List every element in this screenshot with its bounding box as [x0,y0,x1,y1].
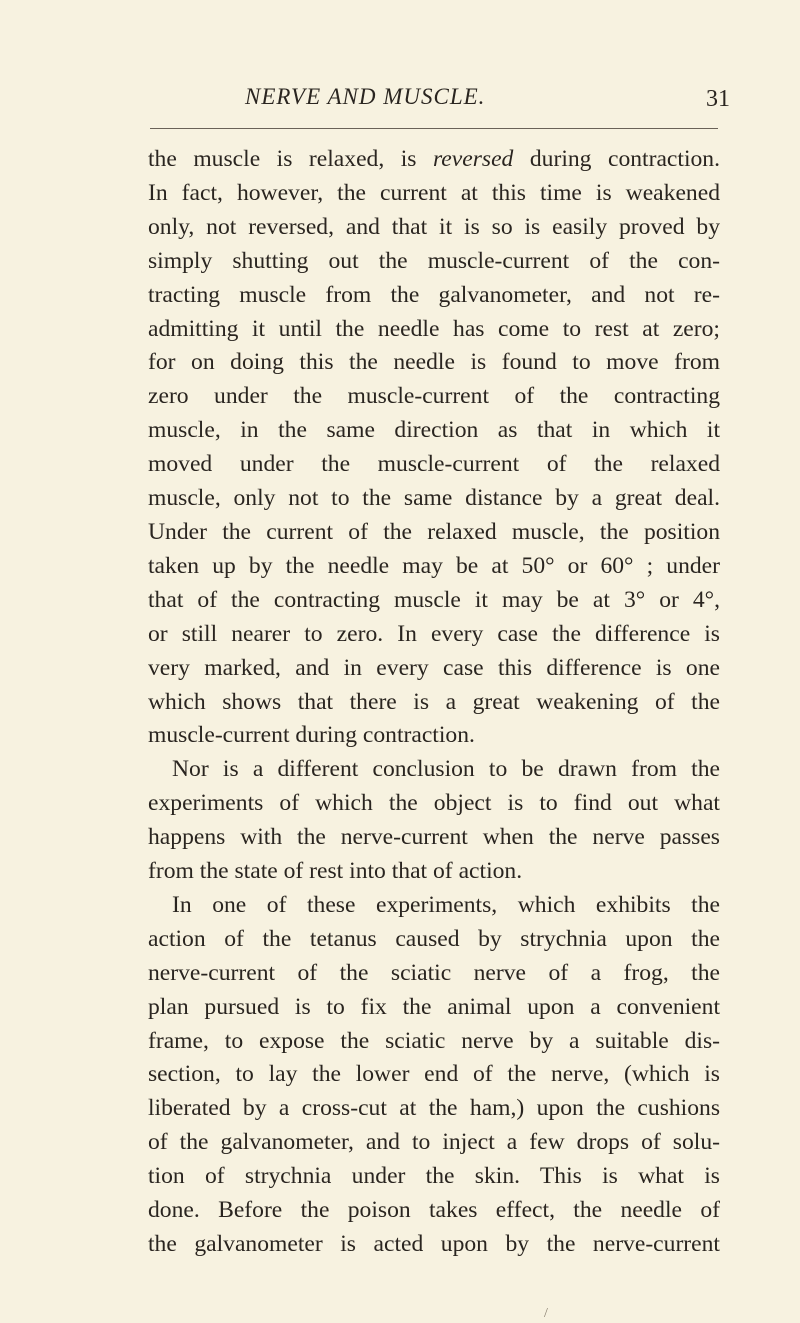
text-line: zero under the muscle-current of the contracting [148,383,720,410]
text-line: that of the contracting muscle it may be at 3° or 4°, [148,586,720,613]
text-line: happens with the nerve-current when the nerve passes [148,824,720,851]
text-line: the galvanometer is acted upon by the nerve-current [148,1231,720,1257]
text-line: from the state of rest into that of action. [148,858,523,885]
text-line: In fact, however, the current at this time is weakened [148,179,720,206]
running-head-title: NERVE AND MUSCLE. [245,84,486,109]
text-line: admitting it until the needle has come to rest at zero; [148,315,720,342]
text-line: only, not reversed, and that it is so is easily proved by [148,213,720,240]
stray-mark: / [544,1306,548,1321]
page-number: 31 [706,86,730,112]
text-line: plan pursued is to fix the animal upon a convenient [148,993,720,1020]
text-line: tracting muscle from the galvanometer, and not re- [148,281,720,308]
text-line: section, to lay the lower end of the nerve, (which is [148,1061,720,1088]
text-line: very marked, and in every case this difference is one [148,654,720,681]
text-line: which shows that there is a great weakening of the [148,688,720,715]
running-head [150,78,730,118]
text-line: of the galvanometer, and to inject a few drops of solu- [148,1129,720,1156]
text-line: muscle-current during contraction. [148,722,475,749]
emphasis-reversed: reversed [433,146,514,172]
text-line: simply shutting out the muscle-current of the con- [148,247,720,274]
text-line: muscle, in the same direction as that in which it [148,417,720,444]
text-line: Nor is a different conclusion to be drawn from the [172,756,720,783]
text-line: done. Before the poison takes effect, the needle of [148,1197,720,1224]
text-line: frame, to expose the sciatic nerve by a suitable dis- [148,1027,720,1054]
text-line: muscle, only not to the same distance by a great deal. [148,485,720,512]
text-line: the muscle is relaxed, is reversed during contraction. [148,146,720,172]
text-line: nerve-current of the sciatic nerve of a frog, the [148,959,720,986]
text-line: experiments of which the object is to find out what [148,790,720,817]
text-line: taken up by the needle may be at 50° or 60° ; under [148,552,720,579]
text-line: action of the tetanus caused by strychnia upon the [148,925,720,952]
text-line: for on doing this the needle is found to move from [148,349,720,376]
text-line: In one of these experiments, which exhibits the [172,891,720,918]
body-text [148,143,720,1262]
text-line: tion of strychnia under the skin. This is what is [148,1163,720,1190]
header-rule [150,128,718,129]
text-line: moved under the muscle-current of the relaxed [148,451,720,478]
text-line: liberated by a cross-cut at the ham,) upon the cushions [148,1095,720,1122]
text-line: or still nearer to zero. In every case the difference is [148,620,720,647]
text-line: Under the current of the relaxed muscle, the position [148,518,720,545]
